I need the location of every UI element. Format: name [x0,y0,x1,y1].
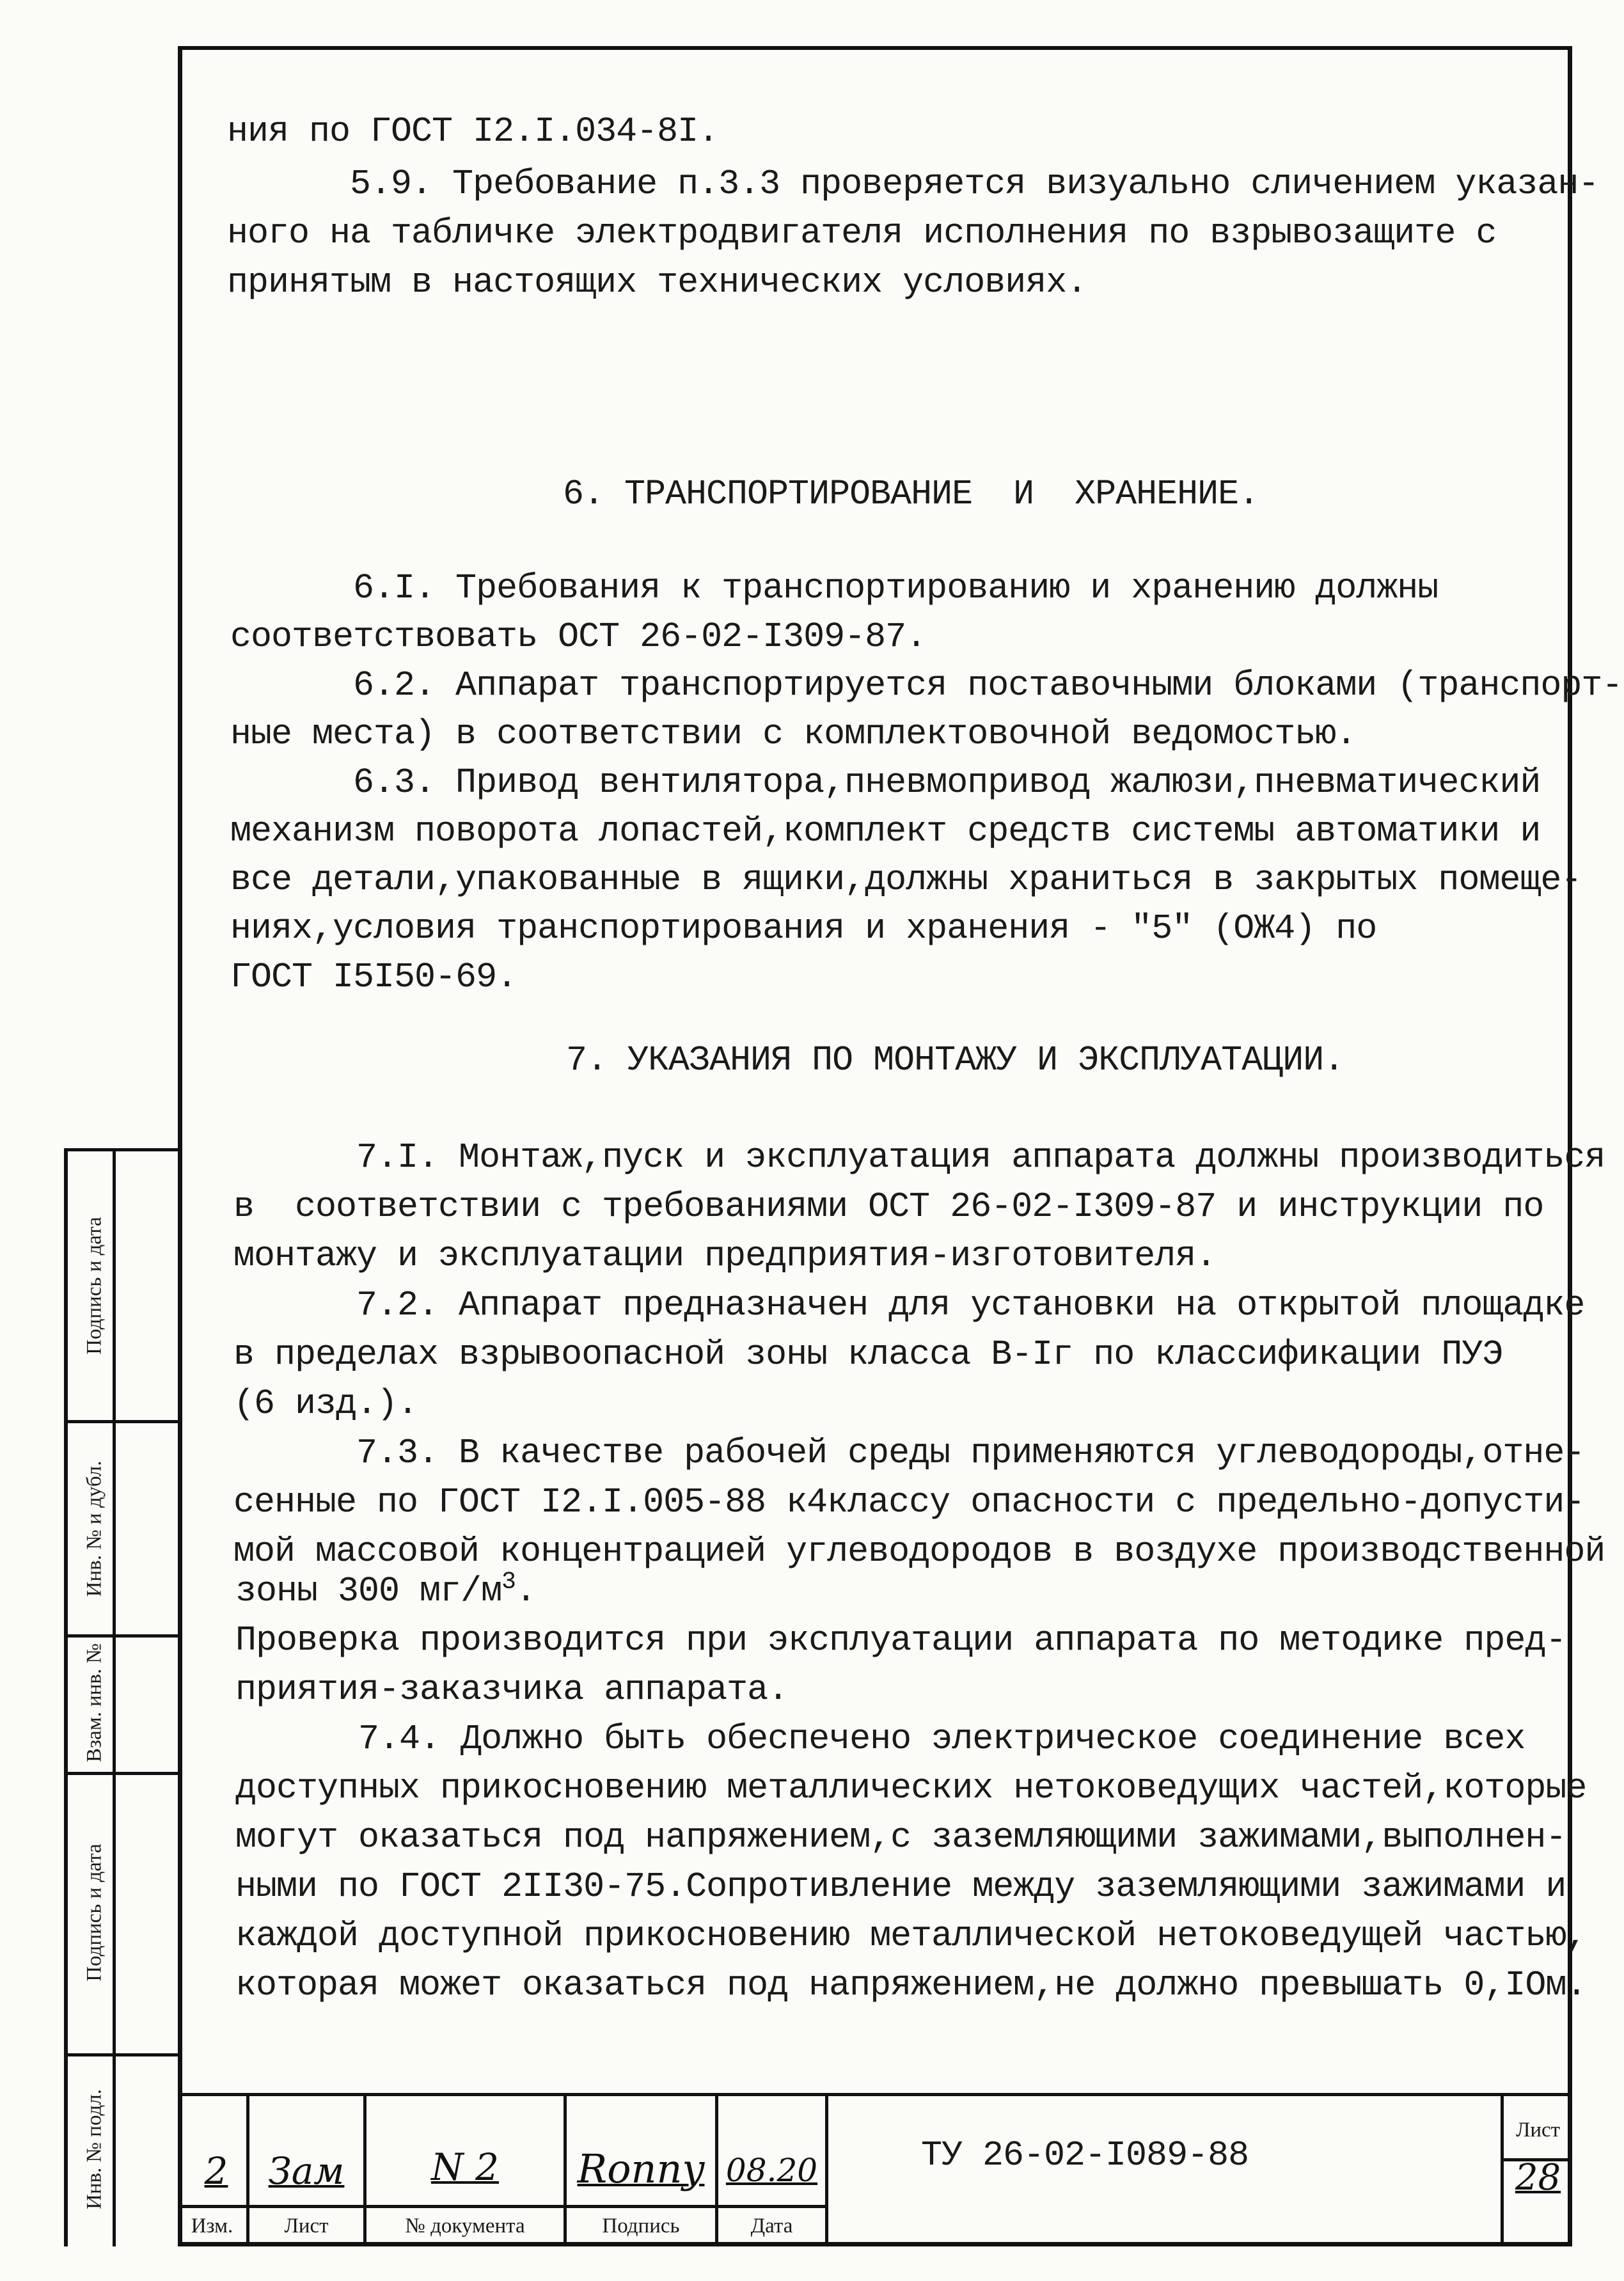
text-line: монтажу и эксплуатации предприятия-изготовителя. [233,1236,1217,1276]
title-block-label-rule [178,2205,825,2208]
section-6-heading: 6. ТРАНСПОРТИРОВАНИЕ И ХРАНЕНИЕ. [563,474,1259,514]
text-line: 6.2. Аппарат транспортируется поставочными блоками (транспорт- [230,665,1623,706]
text-line: 7.2. Аппарат предназначен для установки на открытой площадке [233,1285,1585,1325]
text-line: механизм поворота лопастей,комплект средств системы автоматики и [230,811,1541,851]
text-line: приятия-заказчика аппарата. [235,1669,789,1710]
text-line: все детали,упакованные в ящики,должны храниться в закрытых помеще- [230,860,1582,900]
signature-label: Подпись [602,2214,680,2238]
side-approval-strip: Подпись и дата Инв. № и дубл. Взам. инв. № Подпись и дата Инв. № подл. [64,1148,178,2246]
izm-label: Изм. [191,2214,233,2238]
text-line: (6 изд.). [233,1384,418,1424]
title-block-col [825,2093,828,2246]
unit-line-end: . [515,1571,536,1611]
list-value: Зам [268,2149,345,2193]
text-line: ГОСТ I5I50-69. [230,957,517,997]
text-line: принятым в настоящих технических условиях. [227,262,1087,303]
text-line: ниях,условия транспортирования и хранения - "5" (ОЖ4) по [230,908,1377,949]
doc-number-value: N 2 [430,2145,500,2189]
text-line: ного на табличке электродвигателя исполнения по взрывозащите с [227,213,1497,253]
unit-line-text: зоны 300 мг/м [235,1571,502,1611]
doc-number-label: № документа [405,2214,525,2238]
document-code: ТУ 26-02-I089-88 [921,2135,1249,2175]
side-strip-divider [113,1151,116,2246]
text-line: 6.3. Привод вентилятора,пневмопривод жалюзи,пневматический [230,762,1541,803]
title-block-top-rule [178,2093,1572,2096]
text-line: ные места) в соответствии с комплектовочной ведомостью. [230,714,1357,754]
text-line: которая может оказаться под напряжением,не должно превышать 0,IОм. [235,1965,1587,2005]
text-line: каждой доступной прикосновению металлической нетоковедущей частью, [235,1916,1587,1956]
text-line: 7.4. Должно быть обеспечено электрическое соединение всех [235,1719,1525,1759]
list-label: Лист [284,2214,329,2238]
text-line: 5.9. Требование п.3.3 проверяется визуально сличением указан- [227,164,1599,204]
text-line: 7.3. В качестве рабочей среды применяются углеводороды,отне- [233,1433,1585,1473]
unit-superscript: 3 [501,1568,516,1596]
text-line: в соответствии с требованиями ОСТ 26-02-I309-87 и инструкции по [233,1187,1544,1227]
text-line: Проверка производится при эксплуатации аппарата по методике пред- [235,1620,1566,1661]
sheet-number: 28 [1515,2157,1561,2198]
side-strip-rule [68,1772,182,1775]
side-strip-rule [68,1634,182,1638]
text-line: доступных прикосновению металлических нетоковедущих частей,которые [235,1768,1587,1808]
date-value: 08.20 [725,2152,818,2189]
signature: Ronny [577,2145,705,2192]
text-line-unit [235,1567,536,1616]
text-line-continuation: ния по ГОСТ I2.I.034-8I. [227,111,719,152]
izm-value: 2 [204,2149,228,2193]
title-block [178,2093,1572,2246]
text-line: ными по ГОСТ 2II30-75.Сопротивление между заземляющими зажимами и [235,1867,1566,1907]
text-line: в пределах взрывоопасной зоны класса В-Iг по классификации ПУЭ [233,1334,1503,1375]
text-line: сенные по ГОСТ I2.I.005-88 к4классу опасности с предельно-допусти- [233,1482,1585,1522]
side-strip-rule [68,1420,182,1423]
date-label: Дата [750,2214,793,2238]
text-line: могут оказаться под напряжением,с заземляющими зажимами,выполнен- [235,1817,1566,1858]
sheet-label: Лист [1515,2119,1561,2142]
text-line: мой массовой концентрацией углеводородов в воздухе производственной [233,1531,1605,1572]
text-line: соответствовать ОСТ 26-02-I309-87. [230,617,927,657]
text-line: 6.I. Требования к транспортированию и хранению должны [230,568,1439,608]
section-7-heading: 7. УКАЗАНИЯ ПО МОНТАЖУ И ЭКСПЛУАТАЦИИ. [566,1040,1344,1080]
text-line: 7.I. Монтаж,пуск и эксплуатация аппарата должны производиться [233,1137,1605,1178]
side-strip-rule [68,2053,182,2056]
